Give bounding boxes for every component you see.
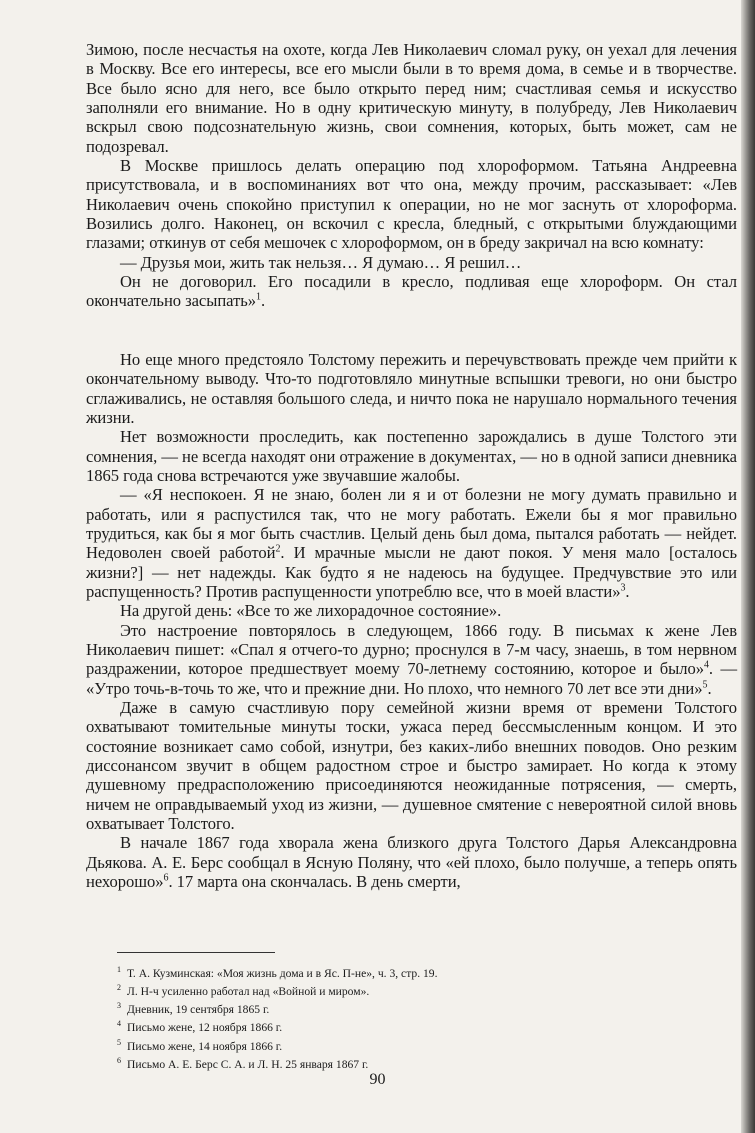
paragraph: — «Я неспокоен. Я не знаю, болен ли я и от болезни не могу думать правильно и работать, или я распустился так, что не могу работать. Ежели бы я мог правильно трудиться, как бы я мог быть счастлив. Целый день был дома, пытался работать — нейдет. Недоволен своей работой$^2$. И мрачные мысли не дают покоя. У меня мало [осталось жизни?] — нет надежды. Как будто я не надеюсь на будущее. Предчувствие это или распущенность? Против распущенности употреблю все, что в моей власти»$^3$. xyxy=(86,485,737,601)
footnote: $^3$ Дневник, 19 сентября 1865 г. xyxy=(117,1001,270,1017)
footnote-divider xyxy=(117,952,275,953)
footnote-ref: 4 xyxy=(703,659,709,671)
paragraph: Нет возможности проследить, как постепенно зарождались в душе Толстого эти сомнения, — не всегда находят они отражение в документах, — но в одной записи дневника 1865 года снова встречаются уже звучавшие жалобы. xyxy=(86,427,737,485)
footnote: $^5$ Письмо жене, 14 ноября 1866 г. xyxy=(117,1037,283,1053)
paragraph: Даже в самую счастливую пору семейной жизни время от времени Толстого охватывают томительные минуты тоски, ужаса перед бессмысленным концом. И это состояние возникает само собой, изнутри, без каких-либо внешних поводов. Оно резким диссонансом звучит в общем радостном строе и быстро замирает. Но когда к этому душевному предрасположению присоединяются неожиданные потрясения, — смерть, ничем не оправдываемый уход из жизни, — душевное смятение с невероятной силой вновь охватывает Толстого. xyxy=(86,698,737,834)
footnote: $^6$ Письмо А. Е. Берс С. А. и Л. Н. 25 января 1867 г. xyxy=(117,1055,369,1071)
page-number: 90 xyxy=(369,1071,386,1088)
footnote-ref: 2 xyxy=(275,543,281,555)
footnote-ref: 1 xyxy=(256,291,261,303)
section-break xyxy=(86,311,737,350)
footnote-ref: 5 xyxy=(702,679,708,691)
paragraph: В Москве пришлось делать операцию под хлороформом. Татьяна Андреевна присутствовала, и в воспоминаниях вот что она, между прочим, рассказывает: «Лев Николаевич очень спокойно приступил к операции, но не мог заснуть от хлороформа. Возились долго. Наконец, он вскочил с кресла, бледный, с открытыми блуждающими глазами; откинув от себя мешочек с хлороформом, он в бреду закричал на всю комнату: xyxy=(86,156,737,253)
paragraph: Зимою, после несчастья на охоте, когда Лев Николаевич сломал руку, он уехал для лечения в Москву. Все его интересы, все его мысли были в то время дома, в семье и в творчестве. Все было ясно для него, все было открыто перед ним; счастливая семья и искусство заполняли его внимание. Но в одну критическую минуту, в полубреду, Лев Николаевич вскрыл свою подсознательную жизнь, свои сомнения, которых, быть может, сам не подозревал. xyxy=(86,40,737,156)
paragraph: — Друзья мои, жить так нельзя… Я думаю… Я решил… xyxy=(120,252,522,272)
paragraph: На другой день: «Все то же лихорадочное состояние». xyxy=(120,601,502,621)
paragraph: Но еще много предстояло Толстому пережить и перечувствовать прежде чем прийти к окончательному выводу. Что-то подготовляло минутные вспышки тревоги, но они быстро сглаживались, не оставляя большого следа, и ничто пока не нарушало нормального течения жизни. xyxy=(86,349,737,427)
footnote: $^2$ Л. Н-ч усиленно работал над «Войной и миром». xyxy=(117,983,370,999)
footnote-ref: 6 xyxy=(163,872,169,884)
scan-edge xyxy=(741,0,755,1133)
footnote: $^4$ Письмо жене, 12 ноября 1866 г. xyxy=(117,1019,283,1035)
paragraph: Он не договорил. Его посадили в кресло, подливая еще хлороформ. Он стал окончательно засыпать»$^1$. xyxy=(86,272,737,311)
footnote-ref: 3 xyxy=(620,582,626,594)
footnotes xyxy=(117,963,677,1072)
main-text xyxy=(86,40,737,891)
paragraph: Это настроение повторялось в следующем, 1866 году. В письмах к жене Лев Николаевич пишет: «Спал я отчего-то дурно; проснулся в 7-м часу, знаешь, в том нервном раздражении, которое предшествует моему 70-летнему состоянию, которое и было»$^4$. — «Утро точь-в-точь то же, что и прежние дни. Но плохо, что немного 70 лет все эти дни»$^5$. xyxy=(86,620,737,698)
footnote: $^1$ Т. А. Кузминская: «Моя жизнь дома и в Яс. П-не», ч. 3, стр. 19. xyxy=(117,965,438,980)
paragraph: В начале 1867 года хворала жена близкого друга Толстого Дарья Александровна Дьякова. А. Е. Берс сообщал в Ясную Поляну, что «ей плохо, было получше, а теперь опять нехорошо»$^6$. 17 марта она скончалась. В день смерти, xyxy=(86,833,737,892)
